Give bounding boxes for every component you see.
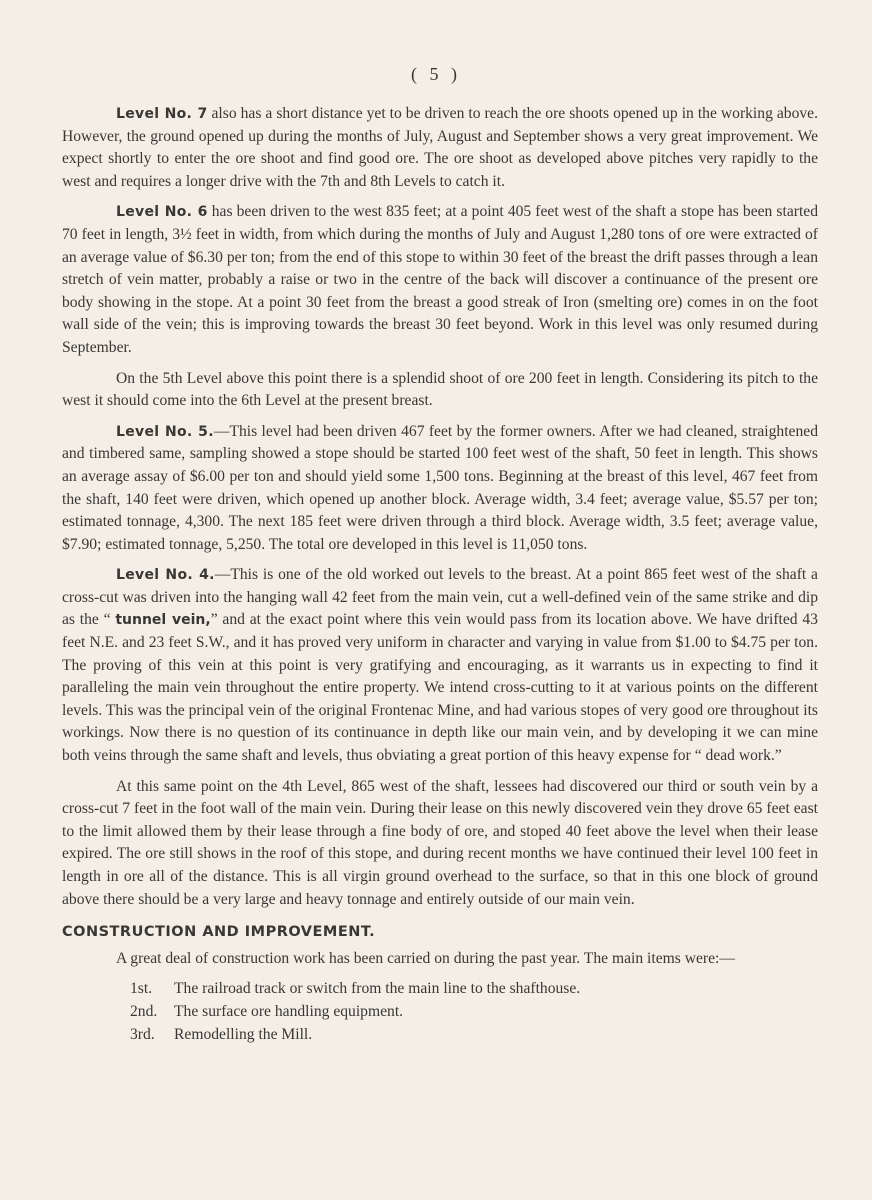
paragraph-text: ” and at the exact point where this vein would pass from its location above. We have drifted 43 feet N.E. and 23 feet S.W., and it has proved very uniform in character and varying in value from $1.00 to $4.75 per ton. The proving of this vein at this point is very gratifying and encouraging, as it warrants us in expecting to find it paralleling the main vein throughout the entire property. We intend cross-cutting to it at various points on the different levels. This was the principal vein of the original Frontenac Mine, and had various stopes of very good ore throughout its workings. Now there is no question of its continuance in depth like our main vein, and by developing it we can mine both veins through the same shaft and levels, thus obviating a great portion of this heavy expense for “ dead work.”: [62, 611, 818, 765]
list-item-number: 1st.: [130, 980, 153, 998]
paragraph-lead: Level No. 7: [116, 106, 208, 122]
paragraph-text: At this same point on the 4th Level, 865 west of the shaft, lessees had discovered our third or south vein by a cross-cut 7 feet in the foot wall of the main vein. During their lease on this newly discovered vein they drove 65 feet east to the limit allowed them by their lease through a fine body of ore, and stoped 40 feet above the level when their lease expired. The ore still shows in the roof of this stope, and during recent months we have continued their level 100 feet in length in ore all of the distance. This is all virgin ground overhead to the surface, so that in this one block of ground above there should be a very large and heavy tonnage and entirely outside of our main vein.: [62, 777, 818, 908]
list-item-number: 2nd.: [130, 1002, 158, 1020]
list-item-text: The railroad track or switch from the main line to the shafthouse.: [174, 980, 581, 998]
paragraph-4th-level-south-vein: [62, 776, 818, 912]
paragraph-text: —This level had been driven 467 feet by the former owners. After we had cleaned, straightened and timbered same, sampling showed a stope should be started 100 feet west of the shaft, 50 feet in length. This shows an average assay of $6.00 per ton and should yield some 1,500 tons. Beginning at the breast of this level, 467 feet from the shaft, 140 feet were driven, which opened up another block. Average width, 3.4 feet; average value, $5.57 per ton; estimated tonnage, 4,300. The next 185 feet were driven through a third block. Average width, 3.5 feet; average value, $7.90; estimated tonnage, 5,250. The total ore developed in this level is 11,050 tons.: [62, 422, 818, 553]
list-item: [130, 978, 818, 1001]
page-number: ( 5 ): [411, 64, 461, 84]
list-item: [130, 1001, 818, 1024]
paragraph-lead: Level No. 6: [116, 204, 208, 221]
paragraph-emphasis: tunnel vein,: [115, 612, 211, 629]
paragraph-lead: Level No. 4.: [116, 567, 215, 584]
list-item-text: The surface ore handling equipment.: [174, 1002, 404, 1020]
improvement-list: [130, 978, 818, 1046]
paragraph-text: also has a short distance yet to be driven to reach the ore shoots opened up in the working above. However, the ground opened up during the months of July, August and September shows a very great improvement. We expect shortly to enter the ore shoot and find good ore. The ore shoot as developed above pitches very rapidly to the west and requires a longer drive with the 7th and 8th Levels to catch it.: [62, 105, 818, 190]
paragraph-level-7: [62, 103, 818, 193]
list-item-number: 3rd.: [130, 1025, 155, 1043]
body-text: [62, 103, 818, 1046]
paragraph-level-6: [62, 201, 818, 359]
paragraph-level-4: [62, 564, 818, 767]
paragraph-5th-level-note: [62, 368, 818, 413]
list-item-text: Remodelling the Mill.: [174, 1025, 313, 1043]
paragraph-text: has been driven to the west 835 feet; at a point 405 feet west of the shaft a stope has been started 70 feet in length, 3½ feet in width, from which during the months of July and August 1,280 tons of ore were extracted of an average value of $6.30 per ton; from the end of this stope to within 30 feet of the breast the drift passes through a lean stretch of vein matter, probably a raise or two in the centre of the back will discover a continuance of the present ore body showing in the stope. At a point 30 feet from the breast a good streak of Iron (smelting ore) comes in on the foot wall side of the vein; this is improving towards the breast 30 feet beyond. Work in this level was only resumed during September.: [62, 203, 818, 356]
list-item: [130, 1024, 818, 1047]
paragraph-text: —This is one of the old worked out levels to the breast. At a point 865 feet west of the shaft a cross-cut was driven into the hanging wall 42 feet from the main vein, cut a well-defined vein of the same strike and dip as the “: [62, 566, 818, 629]
section-title: CONSTRUCTION AND IMPROVEMENT.: [62, 924, 376, 941]
paragraph-text: On the 5th Level above this point there is a splendid shoot of ore 200 feet in length. Considering its pitch to the west it should come into the 6th Level at the present breast.: [62, 369, 818, 410]
paragraph-lead: Level No. 5.: [116, 423, 214, 440]
paragraph-level-5: [62, 421, 818, 557]
section-intro: A great deal of construction work has been carried on during the past year. The main items were:—: [116, 949, 735, 967]
